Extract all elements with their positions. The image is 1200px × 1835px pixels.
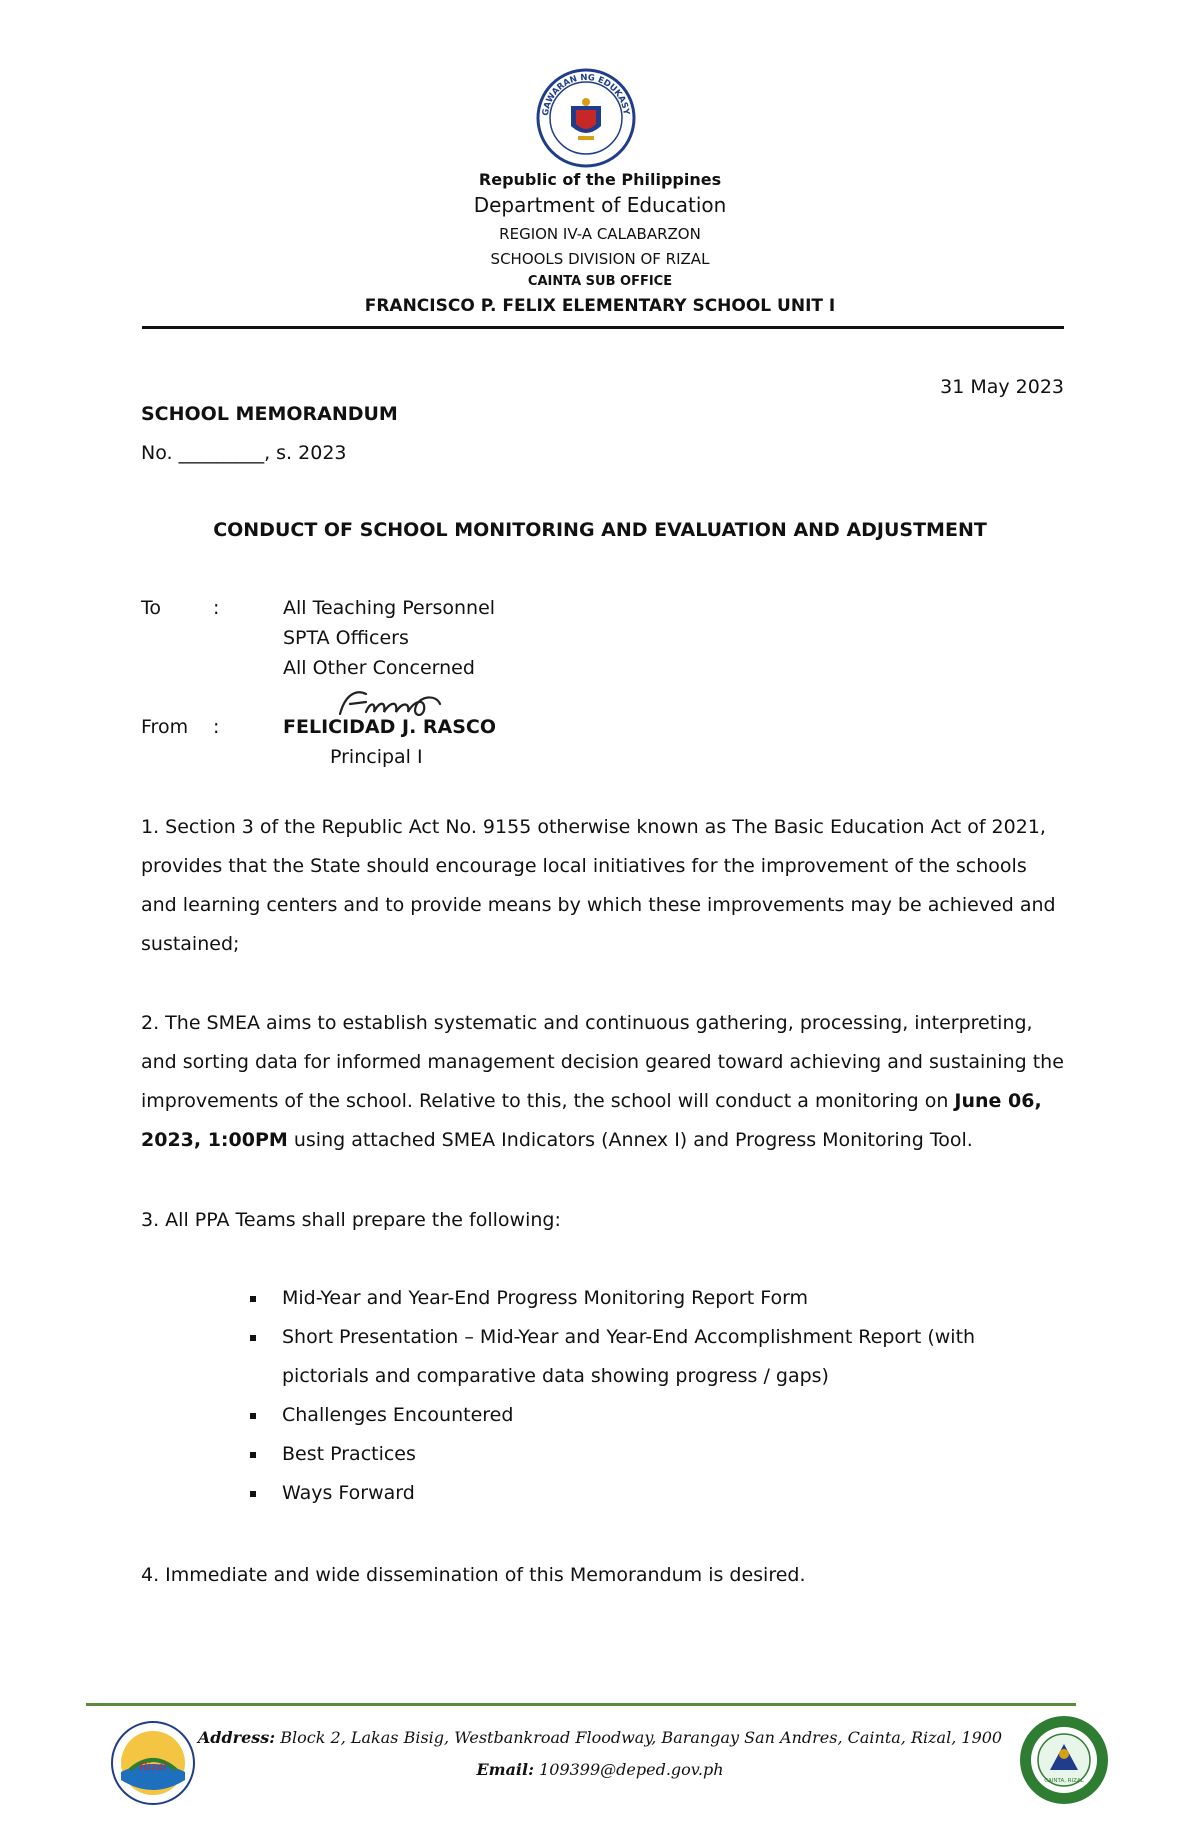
memo-subject: CONDUCT OF SCHOOL MONITORING AND EVALUATION AND ADJUSTMENT xyxy=(213,519,987,541)
recipient-item: All Teaching Personnel xyxy=(283,597,496,619)
paragraph-2-text: 2. The SMEA aims to establish systematic and continuous gathering, processing, interpreting, and sorting data for informed management decision geared toward achieving and sustaining the improvements of the school. Relative to this, the school will conduct a monitoring on xyxy=(141,1012,1064,1112)
from-colon: : xyxy=(213,716,220,738)
recipient-item: SPTA Officers xyxy=(283,627,409,649)
deped-seal xyxy=(536,68,636,168)
requirements-list xyxy=(240,1279,1040,1513)
to-label: To xyxy=(141,597,162,619)
recipient-item: All Other Concerned xyxy=(283,657,475,679)
email-label: Email: xyxy=(476,1760,534,1779)
list-item: Ways Forward xyxy=(240,1474,1040,1513)
school-seal xyxy=(1018,1714,1110,1806)
header-division: SCHOOLS DIVISION OF RIZAL xyxy=(490,250,710,268)
header-region: REGION IV-A CALABARZON xyxy=(499,225,701,243)
paragraph-2 xyxy=(141,1004,1066,1160)
memo-date: 31 May 2023 xyxy=(940,376,1064,398)
svg-text:CAINTA, RIZAL: CAINTA, RIZAL xyxy=(1044,1778,1084,1784)
paragraph-4: 4. Immediate and wide dissemination of this Memorandum is desired. xyxy=(141,1564,806,1586)
list-item: Mid-Year and Year-End Progress Monitoring Report Form xyxy=(240,1279,1040,1318)
header-divider xyxy=(142,326,1064,329)
header-republic: Republic of the Philippines xyxy=(478,170,722,189)
header-department: Department of Education xyxy=(473,193,727,217)
list-item: Best Practices xyxy=(240,1435,1040,1474)
footer-divider xyxy=(86,1703,1076,1706)
monitoring-date: June 06, 2023, 1:00PM xyxy=(141,1090,1042,1151)
email-value: 109399@deped.gov.ph xyxy=(534,1760,724,1779)
from-label: From xyxy=(141,716,189,738)
header-sub-office: CAINTA SUB OFFICE xyxy=(527,274,673,289)
header-school-name: FRANCISCO P. FELIX ELEMENTARY SCHOOL UNIT I xyxy=(364,296,836,316)
svg-text:Rizal: Rizal xyxy=(139,1760,167,1773)
list-item: Short Presentation – Mid-Year and Year-End Accomplishment Report (with pictorials and comparative data showing progress / gaps) xyxy=(240,1318,1040,1396)
sender-name: FELICIDAD J. RASCO xyxy=(283,716,497,738)
svg-text:KAGAWARAN NG EDUKASYON: GAWARAN NG EDUKASY xyxy=(540,72,631,117)
paragraph-3: 3. All PPA Teams shall prepare the following: xyxy=(141,1209,561,1231)
address-label: Address: xyxy=(197,1728,276,1747)
address-value: Block 2, Lakas Bisig, Westbankroad Floodway, Barangay San Andres, Cainta, Rizal, 1900 xyxy=(275,1728,1003,1747)
sender-position: Principal I xyxy=(330,746,423,768)
memo-number: No. _________, s. 2023 xyxy=(141,442,347,464)
list-item: Challenges Encountered xyxy=(240,1396,1040,1435)
to-colon: : xyxy=(213,597,220,619)
paragraph-2-text-end: using attached SMEA Indicators (Annex I) and Progress Monitoring Tool. xyxy=(287,1129,973,1151)
paragraph-1: 1. Section 3 of the Republic Act No. 9155 otherwise known as The Basic Education Act of 2021, provides that the State should encourage local initiatives for the improvement of the schools and learning centers and to provide means by which these improvements may be achieved and sustained; xyxy=(141,816,1056,955)
memo-title: SCHOOL MEMORANDUM xyxy=(141,403,398,425)
